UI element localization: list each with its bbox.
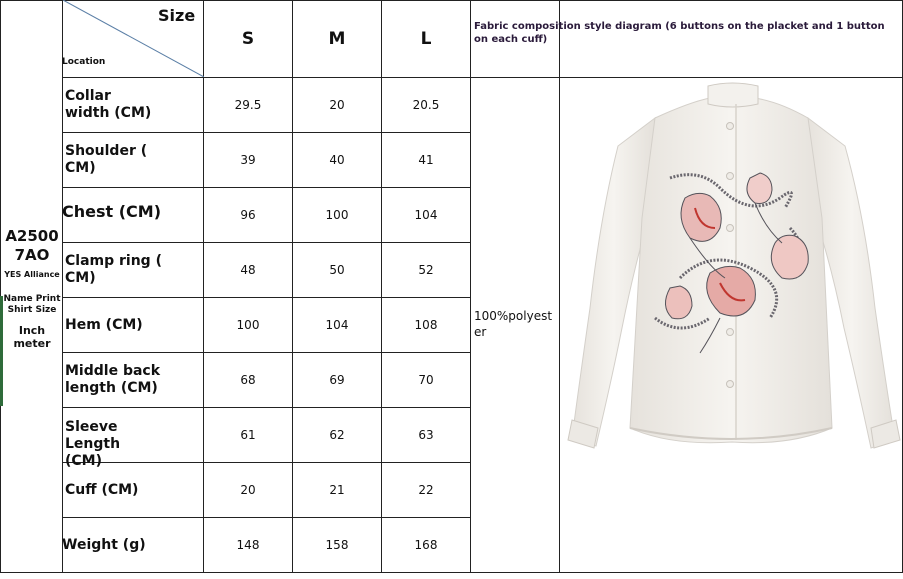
unit-label: Inch meter: [13, 324, 51, 350]
value-cell: 62: [329, 428, 345, 442]
value-cell: 96: [240, 208, 256, 222]
brand-name: YES Alliance: [4, 270, 60, 279]
row-label-middle-back-length: Middle back length (CM): [65, 363, 161, 396]
value-cell: 68: [240, 373, 256, 387]
size-l-header: L: [420, 28, 432, 49]
value-cell: 69: [329, 373, 345, 387]
value-cell: 63: [418, 428, 434, 442]
size-label: Size: [158, 6, 196, 25]
value-cell: 100: [325, 208, 349, 222]
row-label-cuff: Cuff (CM): [65, 482, 139, 498]
location-label: Location: [62, 57, 106, 67]
row-label-shoulder: Shoulder ( CM): [65, 143, 148, 176]
value-cell: 40: [329, 153, 345, 167]
value-cell: 108: [414, 318, 438, 332]
value-cell: 20.5: [412, 98, 440, 112]
value-cell: 22: [418, 483, 434, 497]
row-label-clamp-ring: Clamp ring ( CM): [65, 253, 162, 286]
value-cell: 104: [414, 208, 438, 222]
value-cell: 21: [329, 483, 345, 497]
row-label-sleeve-length: Sleeve Length (CM): [65, 419, 121, 469]
value-cell: 41: [418, 153, 434, 167]
row-label-collar-width: Collar width (CM): [65, 88, 152, 121]
shirt-product-image: [560, 78, 903, 573]
fabric-composition: 100%polyester: [474, 309, 553, 339]
value-cell: 61: [240, 428, 256, 442]
value-cell: 29.5: [234, 98, 262, 112]
row-label-weight: Weight (g): [62, 537, 146, 553]
row-label-hem: Hem (CM): [65, 317, 143, 333]
value-cell: 20: [329, 98, 345, 112]
value-cell: 50: [329, 263, 345, 277]
size-s-header: S: [241, 28, 255, 49]
value-cell: 100: [236, 318, 260, 332]
value-cell: 158: [325, 538, 349, 552]
product-info-cell: [0, 0, 63, 573]
product-id: A25007AO: [5, 227, 59, 264]
value-cell: 104: [325, 318, 349, 332]
value-cell: 148: [236, 538, 260, 552]
size-m-header: M: [328, 28, 346, 49]
composition-title: Fabric composition style diagram (6 buttons on the placket and 1 button on each cuff): [474, 21, 885, 45]
value-cell: 52: [418, 263, 434, 277]
value-cell: 39: [240, 153, 256, 167]
row-label-chest: Chest (CM): [62, 202, 162, 221]
value-cell: 20: [240, 483, 256, 497]
value-cell: 168: [414, 538, 438, 552]
value-cell: 70: [418, 373, 434, 387]
value-cell: 48: [240, 263, 256, 277]
product-description: Name Print Shirt Size: [3, 294, 61, 315]
